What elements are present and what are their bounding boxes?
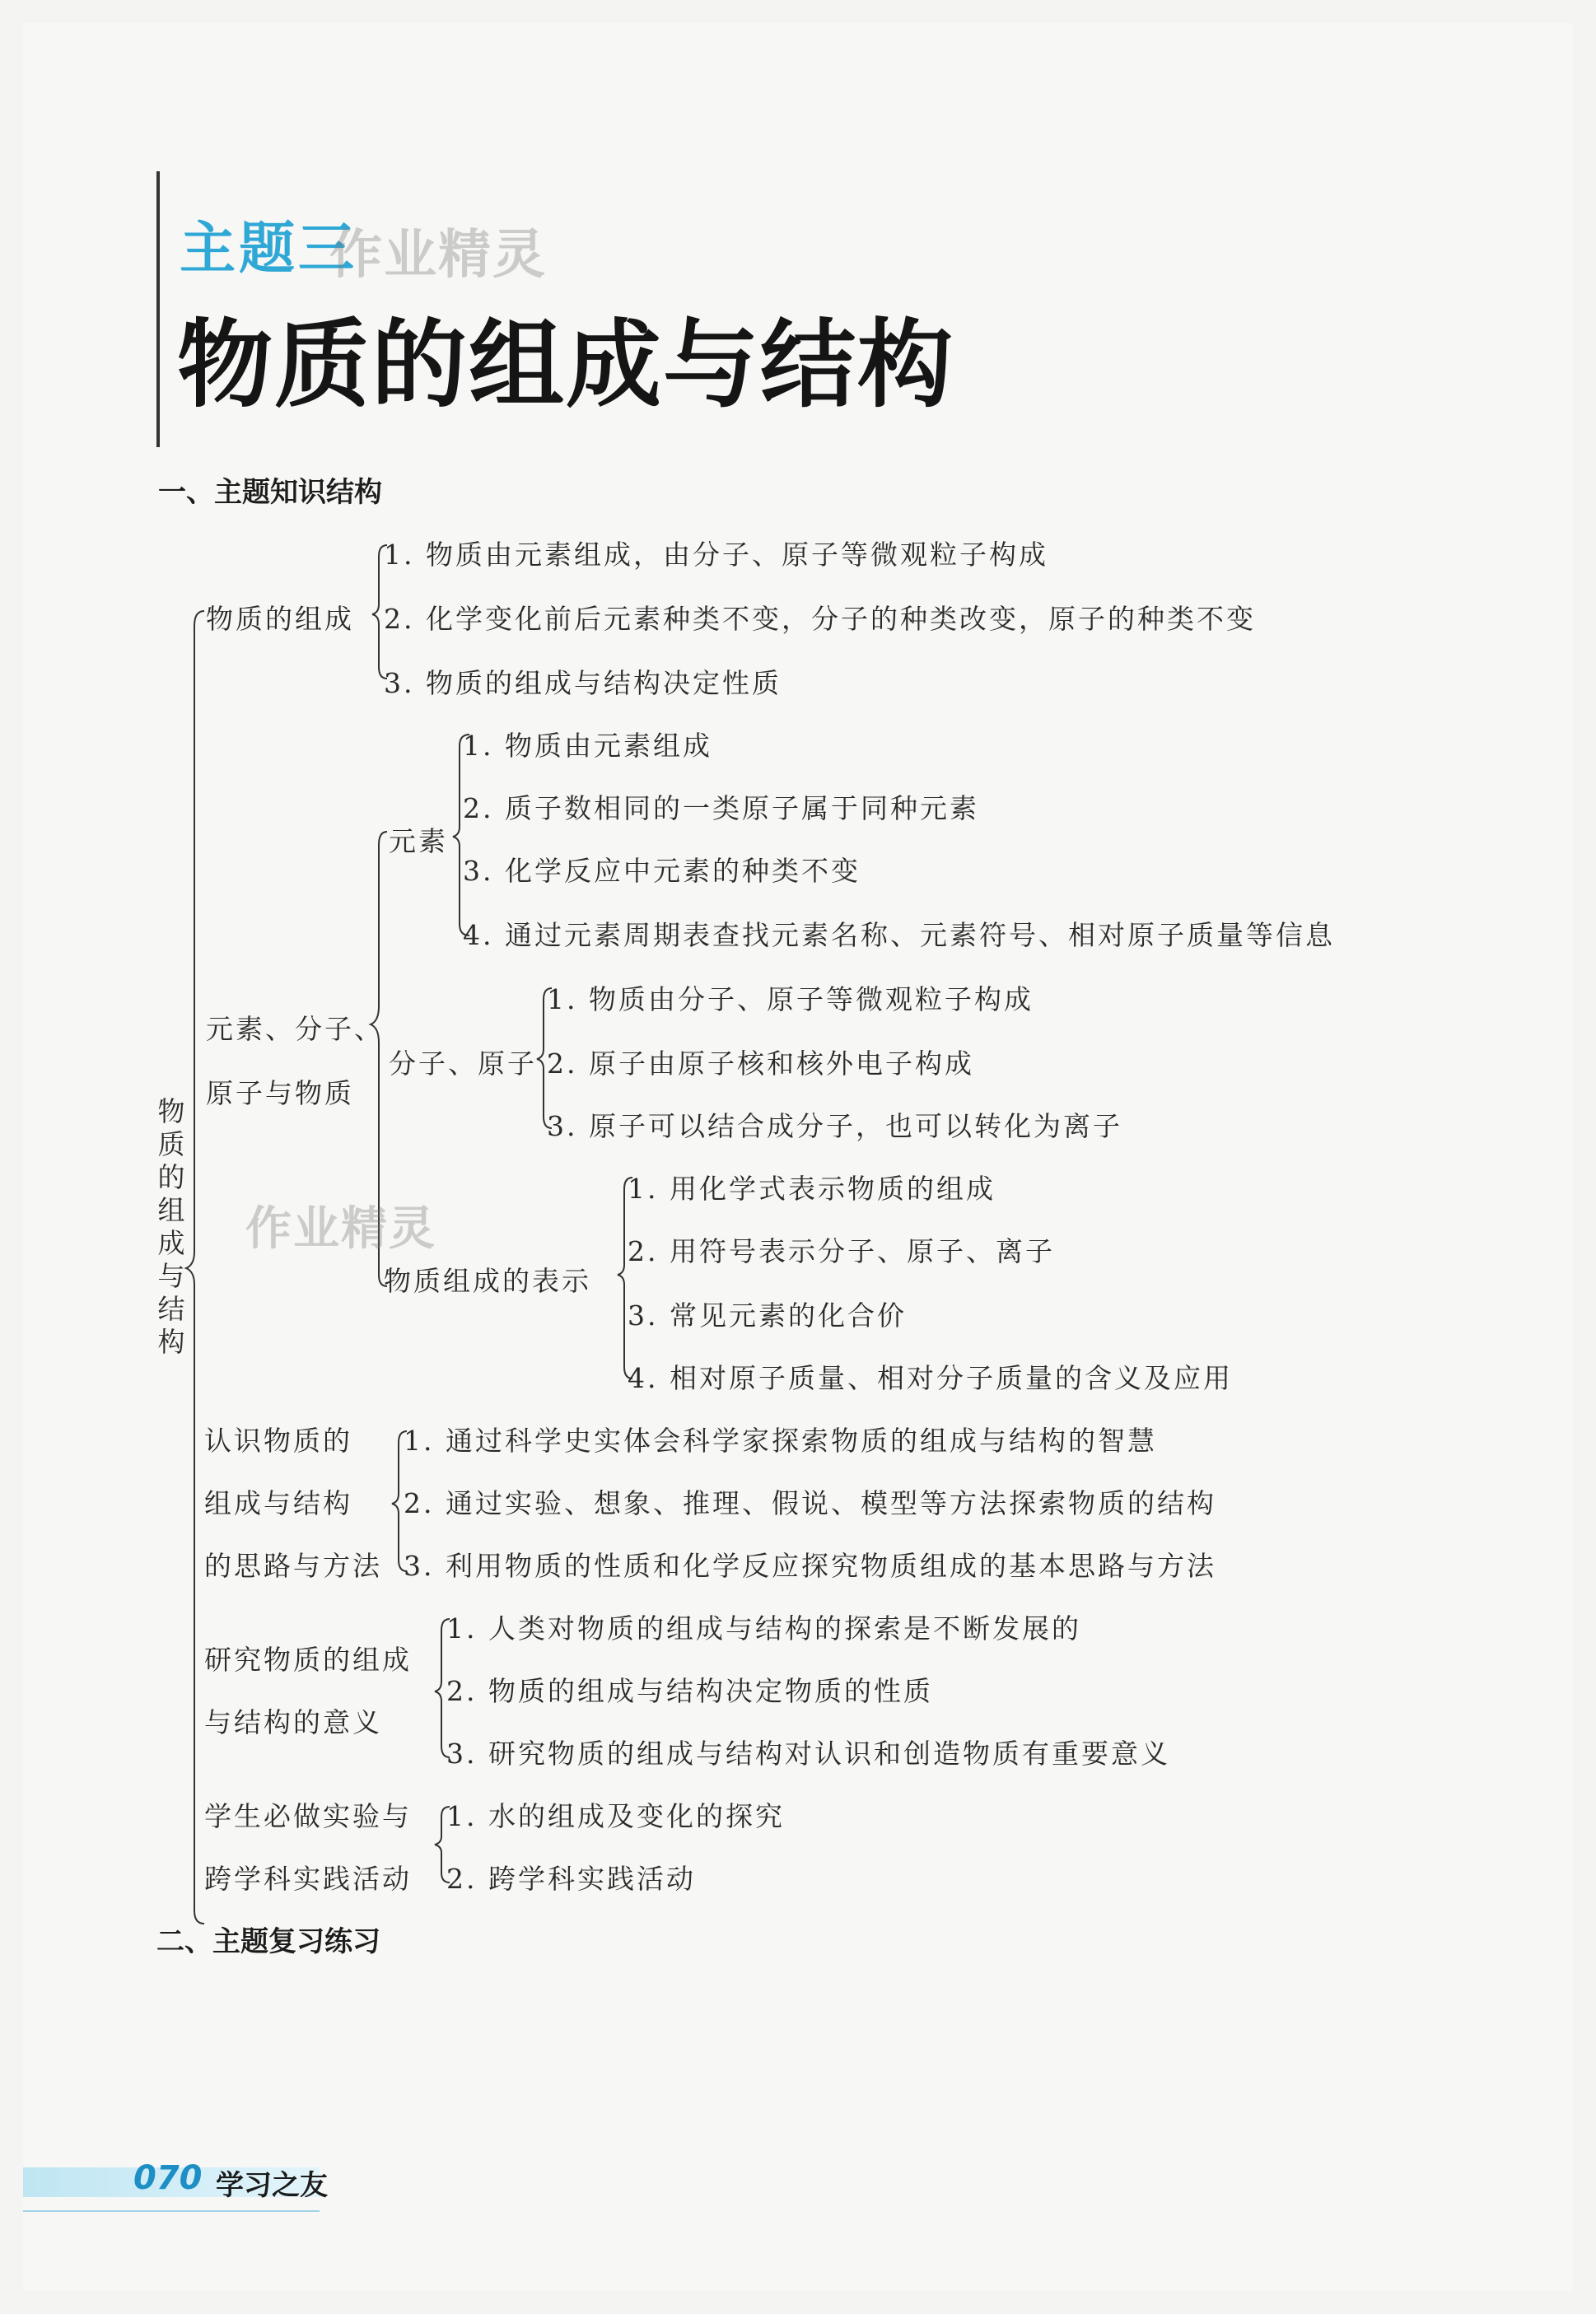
tree-item: 1. 通过科学史实体会科学家探索物质的组成与结构的智慧 [404,1425,1157,1457]
sub-branch-label: 物质组成的表示 [384,1265,591,1297]
tree-item: 2. 物质的组成与结构决定物质的性质 [446,1675,933,1707]
tree-item: 2. 跨学科实践活动 [446,1863,696,1895]
branch-label: 与结构的意义 [204,1706,382,1738]
tree-item: 1. 用化学式表示物质的组成 [628,1173,996,1205]
root-char: 结 [157,1293,185,1325]
tree-item: 3. 原子可以结合成分子，也可以转化为离子 [547,1110,1122,1142]
watermark: 作业精灵 [245,1202,436,1256]
tree-root-label [155,1095,188,1359]
tree-item: 3. 化学反应中元素的种类不变 [463,855,861,887]
root-char: 质 [157,1128,185,1160]
sub-branch-label: 分子、原子 [389,1047,537,1080]
branch-label: 元素、分子、 [206,1013,384,1045]
footer-divider [23,2210,320,2212]
tree-item: 3. 研究物质的组成与结构对认识和创造物质有重要意义 [446,1738,1170,1770]
tree-item: 3. 物质的组成与结构决定性质 [384,667,782,699]
page-number: 070 [133,2159,203,2197]
tree-item: 1. 物质由元素组成 [463,730,712,762]
root-char: 组 [157,1194,185,1226]
tree-item: 3. 利用物质的性质和化学反应探究物质组成的基本思路与方法 [404,1550,1216,1582]
branch-label: 学生必做实验与 [204,1800,412,1832]
tree-item: 2. 质子数相同的一类原子属于同种元素 [463,792,979,824]
page-title: 物质的组成与结构 [177,309,954,421]
tree-item: 1. 物质由元素组成，由分子、原子等微观粒子构成 [384,539,1048,571]
section-heading-structure: 一、主题知识结构 [158,476,382,509]
tree-item: 2. 用符号表示分子、原子、离子 [628,1235,1055,1267]
tree-item: 1. 物质由分子、原子等微观粒子构成 [547,983,1034,1015]
branch-label: 跨学科实践活动 [204,1863,412,1895]
root-char: 的 [157,1161,185,1193]
tree-item: 4. 相对原子质量、相对分子质量的含义及应用 [628,1362,1233,1394]
tree-item: 1. 人类对物质的组成与结构的探索是不断发展的 [446,1612,1081,1645]
book-name: 学习之友 [216,2169,328,2202]
topic-label: 主题三 [180,217,358,282]
tree-item: 4. 通过元素周期表查找元素名称、元素符号、相对原子质量等信息 [463,919,1335,951]
tree-item: 2. 原子由原子核和核外电子构成 [547,1047,974,1080]
tree-item: 2. 通过实验、想象、推理、假说、模型等方法探索物质的结构 [404,1487,1216,1519]
root-char: 与 [157,1260,185,1292]
branch-label: 认识物质的 [204,1425,352,1457]
section-heading-exercises: 二、主题复习练习 [156,1925,380,1958]
branch-label: 物质的组成 [206,603,354,635]
branch-label: 研究物质的组成 [204,1644,412,1676]
watermark: 作业精灵 [329,225,547,286]
branch-label: 的思路与方法 [204,1550,382,1582]
root-char: 构 [157,1326,185,1358]
root-char: 成 [157,1227,185,1259]
tree-item: 2. 化学变化前后元素种类不变，分子的种类改变，原子的种类不变 [384,603,1256,635]
branch-label: 组成与结构 [204,1487,352,1519]
sub-branch-label: 元素 [389,825,448,857]
branch-label: 原子与物质 [206,1077,354,1109]
tree-item: 1. 水的组成及变化的探究 [446,1800,785,1832]
root-char: 物 [157,1095,185,1127]
tree-item: 3. 常见元素的化合价 [628,1299,907,1332]
